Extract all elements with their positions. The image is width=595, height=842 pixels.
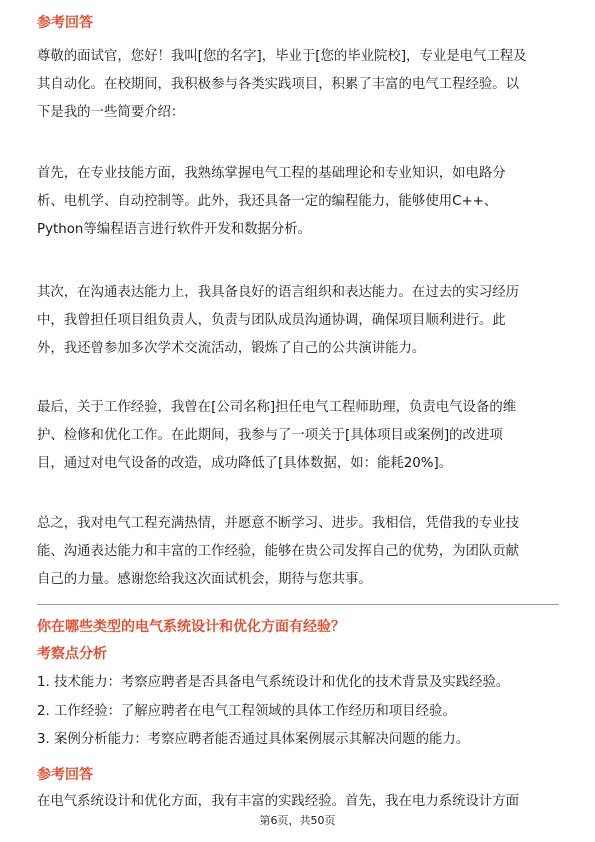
question-title: 你在哪些类型的电气系统设计和优化方面有经验？ — [37, 619, 345, 635]
answer-heading: 参考回答 — [37, 15, 93, 31]
page-number: 第6页，共50页 — [259, 814, 336, 827]
text-line: 中，我曾担任项目组负责人，负责与团队成员沟通协调，确保项目顺利进行。此 — [37, 313, 506, 328]
section-divider — [37, 604, 559, 605]
answer-paragraph-2 — [37, 160, 561, 244]
text-line: 首先，在专业技能方面，我熟练掌握电气工程的基础理论和专业知识，如电路分 — [37, 166, 506, 181]
text-line: 尊敬的面试官，您好！我叫[您的名字]，毕业于[您的毕业院校]，专业是电气工程及 — [37, 49, 527, 64]
text-line: 下是我的一些简要介绍： — [37, 105, 185, 120]
text-line: 能、沟通表达能力和丰富的工作经验，能够在贵公司发挥自己的优势，为团队贡献 — [37, 544, 520, 559]
text-line: 其次，在沟通表达能力上，我具备良好的语言组织和表达能力。在过去的实习经历 — [37, 285, 520, 300]
text-line: 总之，我对电气工程充满热情，并愿意不断学习、进步。我相信，凭借我的专业技 — [37, 516, 520, 531]
text-line: 外，我还曾参加多次学术交流活动，锻炼了自己的公共演讲能力。 — [37, 341, 426, 356]
text-line: 最后，关于工作经验，我曾在[公司名称]担任电气工程师助理，负责电气设备的维 — [37, 400, 517, 415]
answer-paragraph-4 — [37, 394, 561, 478]
answer-paragraph-3 — [37, 279, 561, 363]
answer-heading-2: 参考回答 — [37, 767, 93, 783]
analysis-item: 3. 案例分析能力：考察应聘者能否通过具体案例展示其解决问题的能力。 — [37, 732, 470, 747]
analysis-item: 2. 工作经验：了解应聘者在电气工程领域的具体工作经历和项目经验。 — [37, 704, 456, 719]
text-line: 护、检修和优化工作。在此期间，我参与了一项关于[具体项目或案例]的改进项 — [37, 428, 503, 443]
text-line: 自己的力量。感谢您给我这次面试机会，期待与您共事。 — [37, 572, 372, 587]
answer-first-line: 在电气系统设计和优化方面，我有丰富的实践经验。首先，我在电力系统设计方面 — [37, 794, 520, 809]
analysis-item: 1. 技术能力：考察应聘者是否具备电气系统设计和优化的技术背景及实践经验。 — [37, 675, 510, 690]
text-line: 目，通过对电气设备的改造，成功降低了[具体数据，如：能耗20%]。 — [37, 456, 453, 471]
answer-paragraph-1 — [37, 43, 561, 127]
analysis-heading: 考察点分析 — [37, 646, 107, 662]
text-line: 析、电机学、自动控制等。此外，我还具备一定的编程能力，能够使用C++、 — [37, 194, 498, 209]
text-line: Python等编程语言进行软件开发和数据分析。 — [37, 222, 312, 237]
text-line: 其自动化。在校期间，我积极参与各类实践项目，积累了丰富的电气工程经验。以 — [37, 77, 520, 92]
answer-paragraph-5 — [37, 510, 561, 594]
